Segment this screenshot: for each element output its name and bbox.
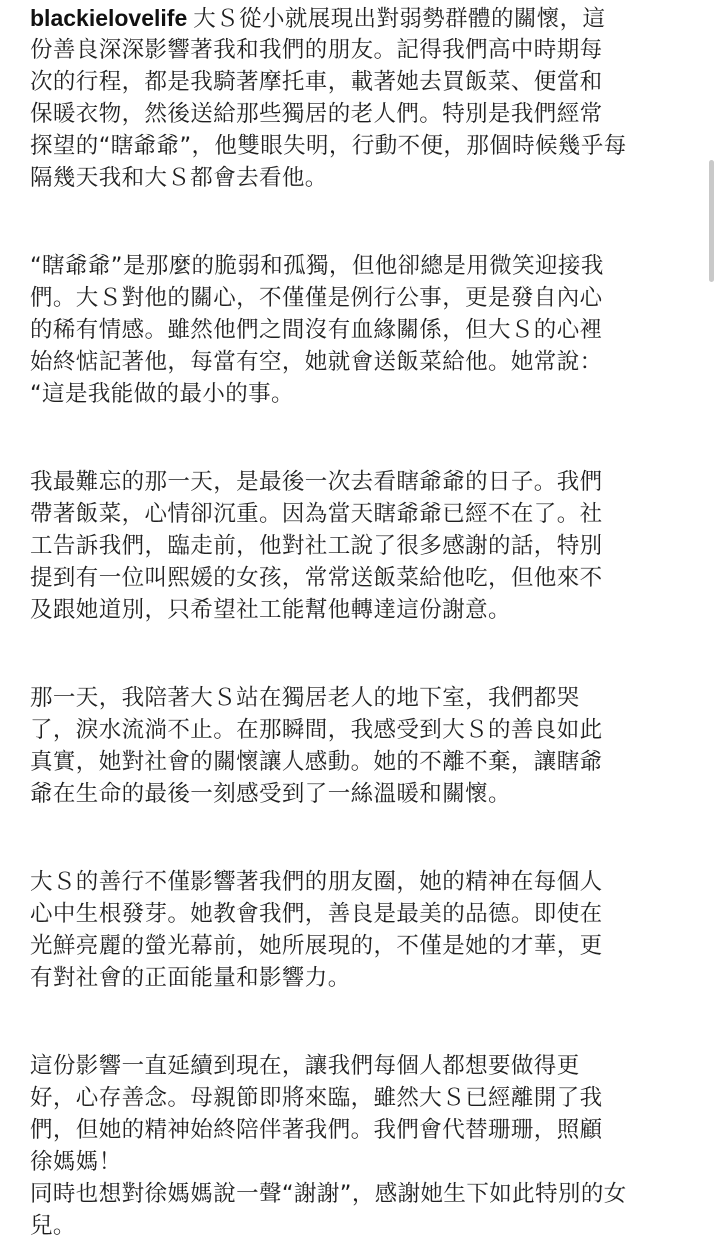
caption-text: 了，淚水流淌不止。在那瞬間，我感受到大Ｓ的善良如此: [30, 717, 603, 743]
caption-text: 我最難忘的那一天，是最後一次去看瞎爺爺的日子。我們: [30, 469, 603, 495]
caption-text: 始終惦記著他，每當有空，她就會送飯菜給他。她常說：: [30, 349, 603, 375]
caption-text: 們。大Ｓ對他的關心，不僅僅是例行公事，更是發自內心: [30, 285, 603, 311]
scrollbar-thumb[interactable]: [709, 160, 714, 282]
paragraph-gap: [30, 410, 692, 466]
paragraph-gap: [30, 194, 692, 250]
caption-text: 有對社會的正面能量和影響力。: [30, 965, 351, 991]
post-caption: [30, 2, 692, 1242]
caption-text: 兒。: [30, 1213, 76, 1239]
caption-text: 的稀有情感。雖然他們之間沒有血緣關係，但大Ｓ的心裡: [30, 317, 603, 343]
caption-text: 大Ｓ從小就展現出對弱勢群體的關懷，這: [193, 6, 606, 32]
caption-text: 爺在生命的最後一刻感受到了一絲溫暖和關懷。: [30, 781, 511, 807]
caption-text: 次的行程，都是我騎著摩托車，載著她去買飯菜、便當和: [30, 69, 603, 95]
caption-text: 光鮮亮麗的螢光幕前，她所展現的，不僅是她的才華，更: [30, 933, 603, 959]
caption-text: “瞎爺爺”是那麼的脆弱和孤獨，但他卻總是用微笑迎接我: [30, 253, 604, 279]
caption-text: 及跟她道別，只希望社工能幫他轉達這份謝意。: [30, 597, 511, 623]
caption-text: 工告訴我們，臨走前，他對社工說了很多感謝的話，特別: [30, 533, 603, 559]
caption-text: 徐媽媽！: [30, 1149, 122, 1175]
caption-text: 份善良深深影響著我和我們的朋友。記得我們高中時期每: [30, 37, 603, 63]
caption-text: 保暖衣物，然後送給那些獨居的老人們。特別是我們經常: [30, 101, 603, 127]
caption-text: 探望的“瞎爺爺”，他雙眼失明，行動不便，那個時候幾乎每: [30, 133, 627, 159]
caption-text: 提到有一位叫熙媛的女孩，常常送飯菜給他吃，但他來不: [30, 565, 603, 591]
caption-text: 帶著飯菜，心情卻沉重。因為當天瞎爺爺已經不在了。社: [30, 501, 603, 527]
caption-text: 好，心存善念。母親節即將來臨，雖然大Ｓ已經離開了我: [30, 1085, 603, 1111]
caption-text: 同時也想對徐媽媽說一聲“謝謝”，感謝她生下如此特別的女: [30, 1181, 627, 1207]
caption-text: 心中生根發芽。她教會我們，善良是最美的品德。即使在: [30, 901, 603, 927]
caption-text: 隔幾天我和大Ｓ都會去看他。: [30, 165, 328, 191]
caption-line: [30, 2, 692, 34]
paragraph-gap: [30, 810, 692, 866]
paragraph-gap: [30, 994, 692, 1050]
caption-text: 這份影響一直延續到現在，讓我們每個人都想要做得更: [30, 1053, 580, 1079]
caption-text: 大Ｓ的善行不僅影響著我們的朋友圈，她的精神在每個人: [30, 869, 603, 895]
caption-text: 們，但她的精神始終陪伴著我們。我們會代替珊珊，照顧: [30, 1117, 603, 1143]
caption-text: 那一天，我陪著大Ｓ站在獨居老人的地下室，我們都哭: [30, 685, 580, 711]
paragraph-gap: [30, 626, 692, 682]
caption-text: “這是我能做的最小的事。: [30, 381, 294, 407]
post-username[interactable]: blackielovelife: [30, 5, 188, 31]
caption-text: 真實，她對社會的關懷讓人感動。她的不離不棄，讓瞎爺: [30, 749, 603, 775]
